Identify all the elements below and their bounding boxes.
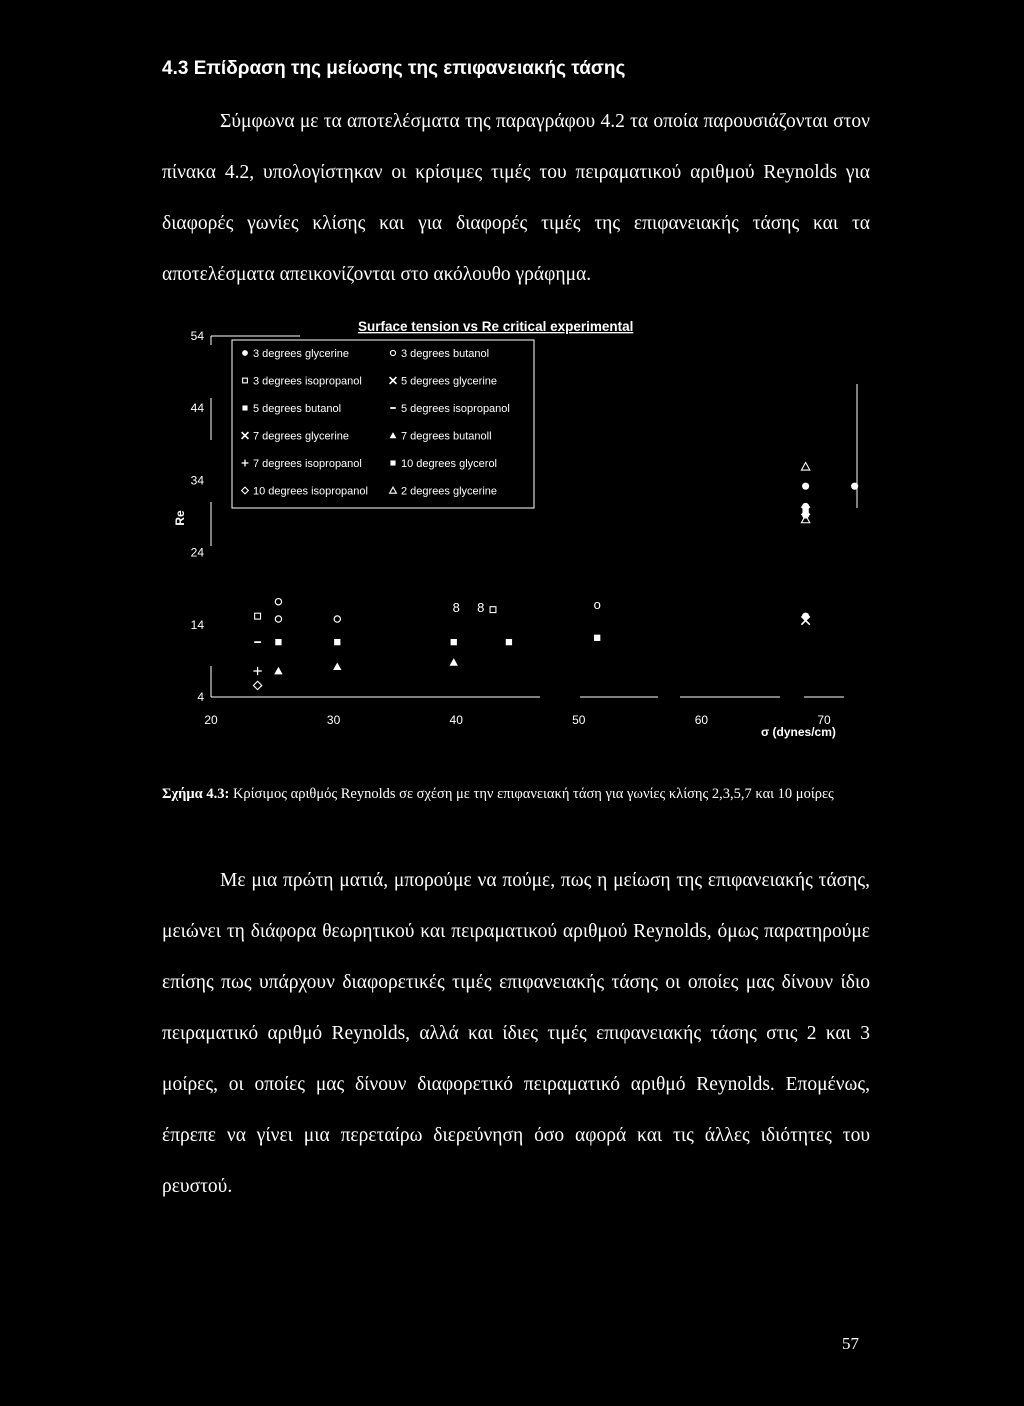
legend-marker bbox=[242, 350, 248, 356]
data-point bbox=[275, 599, 281, 605]
chart-title: Surface tension vs Re critical experimental bbox=[358, 319, 634, 334]
data-point bbox=[490, 607, 496, 613]
data-point bbox=[506, 639, 512, 645]
y-tick-label: 14 bbox=[190, 617, 204, 632]
legend-label: 5 degrees glycerine bbox=[401, 375, 498, 388]
intro-paragraph bbox=[162, 96, 870, 300]
legend-label: 10 degrees isopropanol bbox=[253, 485, 368, 498]
data-point bbox=[451, 639, 457, 645]
legend-item bbox=[390, 348, 489, 360]
discussion-paragraph-text: Με μια πρώτη ματιά, μπορούμε να πούμε, πως η μείωση της επιφανειακής τάσης, μειώνει τη διάφορα θεωρητικού και πειραματικού αριθμού Reynolds, όμως παρατηρούμε επίσης πως υπάρχουν διαφορετικές τιμές επιφανειακής τάσης οι οποίες μας δίνουν ίδιο πειραματικό αριθμό Reynolds, αλλά και ίδιες τιμές επιφανειακής τάσης στις 2 και 3 μοίρες, οι οποίες μας δίνουν διαφορετικό πειραματικό αριθμό Reynolds. Επομένως, έπρεπε να γίνει μια περεταίρω διερεύνηση όσο αφορά και τις άλλες ιδιότητες του ρευστού. bbox=[162, 870, 870, 1197]
legend-label: 3 degrees glycerine bbox=[253, 348, 350, 360]
legend-label: 7 degrees butanoll bbox=[401, 430, 492, 443]
legend-item bbox=[243, 376, 362, 388]
y-axis-label: Re bbox=[173, 510, 187, 526]
figure-caption-text: Κρίσιμος αριθμός Reynolds σε σχέση με την επιφανειακή τάση για γωνίες κλίσης 2,3,5,7 και 10 μοίρες bbox=[229, 786, 834, 802]
data-point bbox=[274, 667, 282, 675]
x-tick-label: 50 bbox=[572, 713, 586, 727]
figure-caption-label: Σχήμα 4.3: bbox=[162, 786, 230, 802]
data-point bbox=[253, 681, 261, 689]
x-tick-label: 20 bbox=[204, 713, 218, 727]
legend-item bbox=[390, 486, 497, 498]
legend-item bbox=[242, 431, 349, 443]
data-point-label: o bbox=[593, 596, 601, 612]
discussion-paragraph bbox=[162, 855, 870, 1212]
data-point bbox=[851, 483, 858, 490]
legend-item bbox=[390, 376, 497, 388]
data-point bbox=[802, 483, 809, 490]
legend-item bbox=[390, 431, 492, 443]
legend-item bbox=[390, 403, 510, 415]
page-number: 57 bbox=[842, 1334, 859, 1353]
legend-label: 10 degrees glycerol bbox=[401, 458, 498, 470]
data-point bbox=[275, 639, 281, 645]
data-point bbox=[801, 462, 809, 470]
data-point bbox=[255, 613, 261, 619]
x-tick-label: 40 bbox=[449, 713, 463, 727]
y-tick-label: 24 bbox=[190, 545, 204, 560]
data-point bbox=[450, 658, 458, 666]
section-heading: 4.3 Επίδραση της μείωσης της επιφανειακής τάσης bbox=[162, 58, 626, 79]
y-tick-label: 4 bbox=[197, 690, 204, 704]
legend-label: 7 degrees isopropanol bbox=[253, 458, 362, 470]
x-axis-label: σ (dynes/cm) bbox=[761, 725, 836, 739]
y-tick-label: 34 bbox=[190, 473, 204, 488]
chart-legend bbox=[232, 340, 534, 508]
data-point bbox=[594, 635, 600, 641]
data-point bbox=[253, 667, 261, 675]
x-tick-label: 30 bbox=[326, 713, 341, 727]
data-point bbox=[333, 662, 341, 670]
legend-marker bbox=[242, 405, 247, 410]
x-tick-label: 60 bbox=[694, 713, 709, 727]
data-point-label: 8 bbox=[452, 599, 460, 615]
data-point bbox=[334, 639, 340, 645]
data-point bbox=[275, 616, 281, 622]
legend-label: 7 degrees glycerine bbox=[253, 430, 350, 443]
legend-item bbox=[242, 458, 362, 470]
y-tick-label: 44 bbox=[190, 401, 204, 416]
legend-item bbox=[242, 403, 341, 415]
x-tick-label: 70 bbox=[817, 713, 831, 727]
legend-label: 3 degrees isopropanol bbox=[253, 375, 362, 388]
legend-item bbox=[242, 486, 368, 498]
y-tick-label: 54 bbox=[190, 329, 204, 343]
legend-label: 3 degrees butanol bbox=[401, 348, 490, 360]
intro-paragraph-text: Σύμφωνα με τα αποτελέσματα της παραγράφου 4.2 τα οποία παρουσιάζονται στον πίνακα 4.2, υπολογίστηκαν οι κρίσιμες τιμές του πειραματικού αριθμού Reynolds για διαφορές γωνίες κλίσης και για διαφορές τιμές της επιφανειακής τάσης και τα αποτελέσματα απεικονίζονται στο ακόλουθο γράφημα. bbox=[162, 111, 870, 285]
legend-item bbox=[390, 458, 497, 470]
legend-label: 2 degrees glycerine bbox=[401, 485, 498, 498]
legend-item bbox=[242, 348, 349, 360]
data-point bbox=[802, 508, 808, 514]
figure-caption bbox=[162, 783, 862, 805]
legend-box bbox=[232, 340, 534, 508]
legend-marker bbox=[390, 460, 395, 465]
data-point-label: 8 bbox=[477, 599, 485, 615]
legend-label: 5 degrees isopropanol bbox=[401, 403, 510, 415]
data-point bbox=[334, 616, 340, 622]
legend-label: 5 degrees butanol bbox=[253, 403, 342, 415]
surface-tension-chart bbox=[160, 310, 860, 755]
